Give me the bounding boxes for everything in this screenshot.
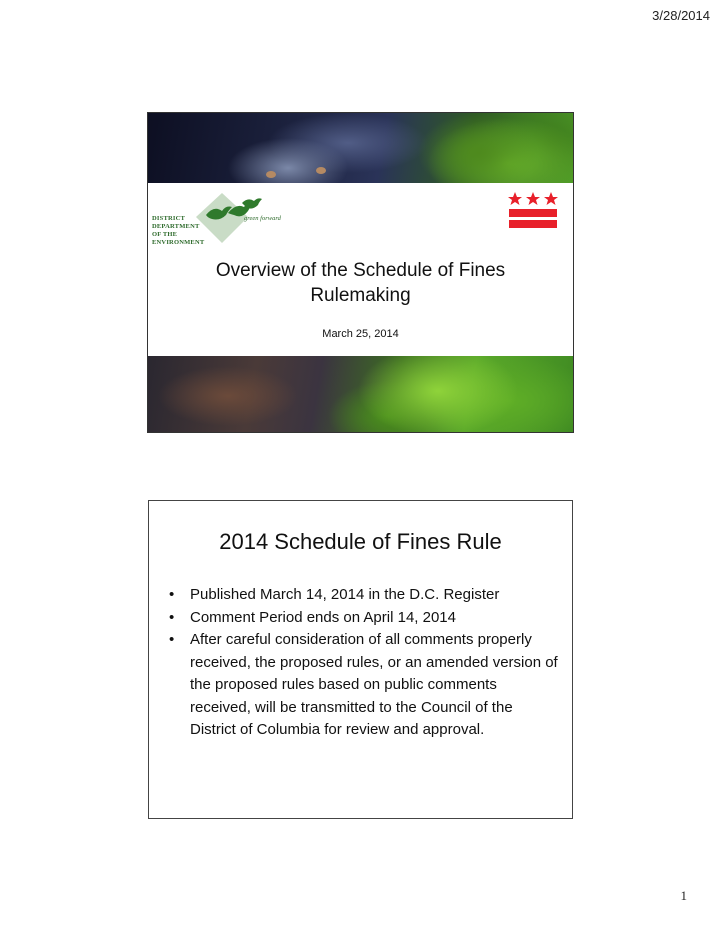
title-line: Rulemaking <box>310 285 411 306</box>
bullet-text: Comment Period ends on April 14, 2014 <box>190 608 456 626</box>
content-slide <box>148 500 573 819</box>
org-line: DEPARTMENT <box>152 223 200 230</box>
slide2-title: 2014 Schedule of Fines Rule <box>219 529 502 554</box>
bullet-icon: • <box>169 608 175 626</box>
org-line: ENVIRONMENT <box>152 239 205 246</box>
bullet-icon: • <box>169 631 175 648</box>
page-number: 1 <box>680 888 687 903</box>
ddoe-logo <box>152 191 292 247</box>
stream-photo-banner <box>148 113 573 183</box>
header-date: 3/28/2014 <box>652 8 710 23</box>
rock-decoration <box>266 171 276 178</box>
bullet-list <box>169 584 558 742</box>
rock-decoration <box>316 167 326 174</box>
dc-flag-icon <box>507 191 559 229</box>
bullet-item <box>169 584 558 607</box>
title-band <box>148 183 573 356</box>
org-line: DISTRICT <box>152 215 186 222</box>
bullet-item <box>169 607 558 630</box>
org-line: OF THE <box>152 231 178 238</box>
bullet-text: After careful consideration of all comments properly received, the proposed rules, or an amended version of the proposed rules based on public comments received, will be transmitted to the Council of the District of Columbia for review and approval. <box>190 631 558 738</box>
slide1-title <box>148 258 573 308</box>
bullet-text: Published March 14, 2014 in the D.C. Register <box>190 586 500 603</box>
leaves-photo-banner <box>148 356 573 432</box>
title-line: Overview of the Schedule of Fines <box>215 260 506 281</box>
title-slide <box>148 113 573 432</box>
bullet-icon: • <box>169 586 175 603</box>
slide1-date: March 25, 2014 <box>322 328 399 340</box>
logo-tagline: green forward <box>244 215 281 222</box>
bullet-item <box>169 629 558 742</box>
org-name <box>152 215 204 247</box>
